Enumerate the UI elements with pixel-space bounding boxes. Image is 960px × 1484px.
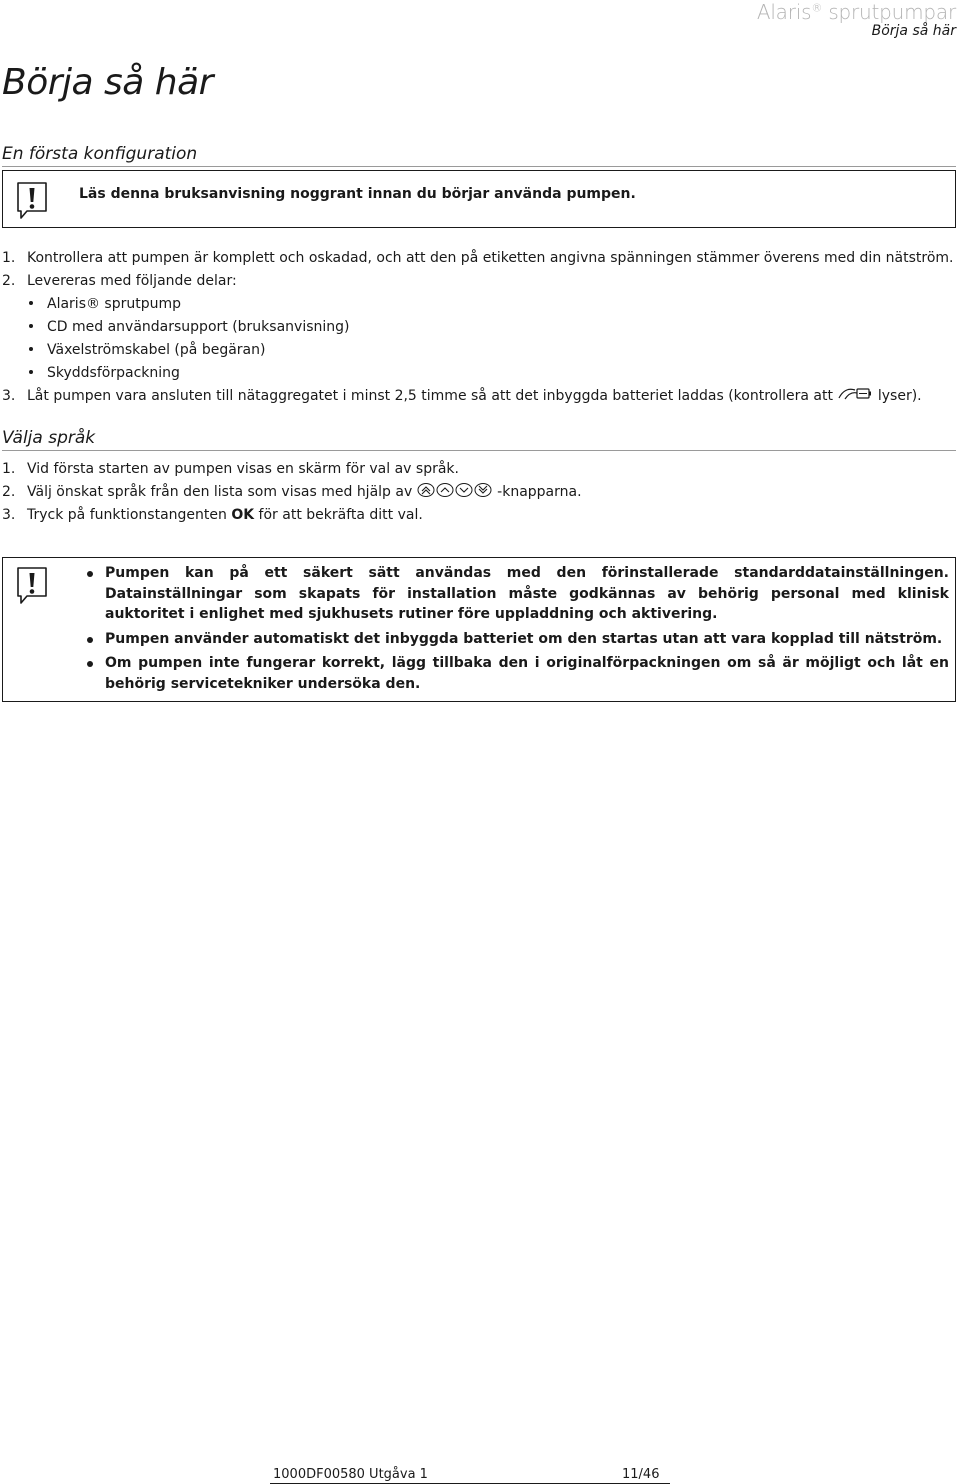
list-item bbox=[2, 273, 237, 289]
list-item bbox=[29, 365, 180, 381]
ok-key-label: OK bbox=[231, 507, 255, 523]
footer-page-number: 11/46 bbox=[622, 1467, 660, 1482]
item-text: Växelströmskabel (på begäran) bbox=[47, 342, 266, 358]
step-number: 3. bbox=[2, 507, 16, 523]
warning-text: Läs denna bruksanvisning noggrant innan du börjar använda pumpen. bbox=[79, 186, 636, 202]
step-number: 1. bbox=[2, 250, 16, 266]
bullet bbox=[29, 324, 33, 328]
step-number: 2. bbox=[2, 273, 16, 289]
list-item bbox=[2, 484, 582, 500]
step-text-end: -knapparna. bbox=[497, 484, 582, 500]
section-heading-select-language: Välja språk bbox=[2, 428, 956, 451]
brand-suffix: sprutpumpar bbox=[822, 0, 956, 24]
header-section: Börja så här bbox=[871, 23, 956, 39]
caution-icon bbox=[15, 181, 49, 221]
step-number: 3. bbox=[2, 388, 16, 404]
step-number: 1. bbox=[2, 461, 16, 477]
item-text: CD med användarsupport (bruksanvisning) bbox=[47, 319, 350, 335]
warning-box bbox=[2, 170, 956, 228]
step-number: 2. bbox=[2, 484, 16, 500]
footer-document-id: 1000DF00580 Utgåva 1 bbox=[273, 1467, 428, 1482]
brand-registered-mark: ® bbox=[811, 1, 823, 15]
notes-box bbox=[2, 557, 956, 702]
step-text: Tryck på funktionstangenten bbox=[27, 507, 232, 523]
list-item bbox=[2, 461, 459, 477]
note-item: Pumpen använder automatiskt det inbyggda batteriet om den startas utan att vara kopplad till nätström. bbox=[85, 629, 949, 650]
list-item bbox=[2, 250, 953, 266]
bullet bbox=[29, 370, 33, 374]
list-item bbox=[29, 342, 265, 358]
battery-charge-icon bbox=[837, 386, 873, 402]
up-down-arrow-keys-icon bbox=[417, 482, 493, 498]
list-item bbox=[29, 296, 181, 312]
header-brand bbox=[757, 0, 956, 24]
note-item: Pumpen kan på ett säkert sätt användas med den förinstallerade standarddatainställningen. Datainställningar som skapats för installation måste godkännas av behörig personal med klinisk auktoritet i enlighet med sjukhusets rutiner före uppladdning och aktivering. bbox=[85, 563, 949, 625]
brand-name: Alaris bbox=[756, 0, 812, 24]
step-text-end: för att bekräfta ditt val. bbox=[254, 507, 423, 523]
item-text: Alaris® sprutpump bbox=[47, 296, 182, 312]
list-item bbox=[2, 507, 423, 523]
step-text-end: lyser). bbox=[877, 388, 922, 404]
note-item: Om pumpen inte fungerar korrekt, lägg tillbaka den i originalförpackningen om så är möjligt och låt en behörig servicetekniker undersöka den. bbox=[85, 653, 949, 694]
step-text: Vid första starten av pumpen visas en skärm för val av språk. bbox=[27, 461, 459, 477]
step-text: Kontrollera att pumpen är komplett och oskadad, och att den på etiketten angivna spänningen stämmer överens med din nätström. bbox=[27, 250, 954, 266]
list-item bbox=[2, 388, 922, 404]
page-title: Börja så här bbox=[2, 62, 213, 103]
notes-list bbox=[85, 563, 949, 698]
step-text: Låt pumpen vara ansluten till nätaggregatet i minst 2,5 timme så att det inbyggda batteriet laddas (kontrollera att bbox=[27, 388, 833, 404]
step-text: Levereras med följande delar: bbox=[27, 273, 237, 289]
step-text: Välj önskat språk från den lista som visas med hjälp av bbox=[27, 484, 413, 500]
caution-icon bbox=[15, 566, 49, 606]
bullet bbox=[29, 347, 33, 351]
item-text: Skyddsförpackning bbox=[47, 365, 180, 381]
bullet bbox=[29, 301, 33, 305]
list-item bbox=[29, 319, 350, 335]
section-heading-first-config: En första konfiguration bbox=[2, 144, 956, 167]
